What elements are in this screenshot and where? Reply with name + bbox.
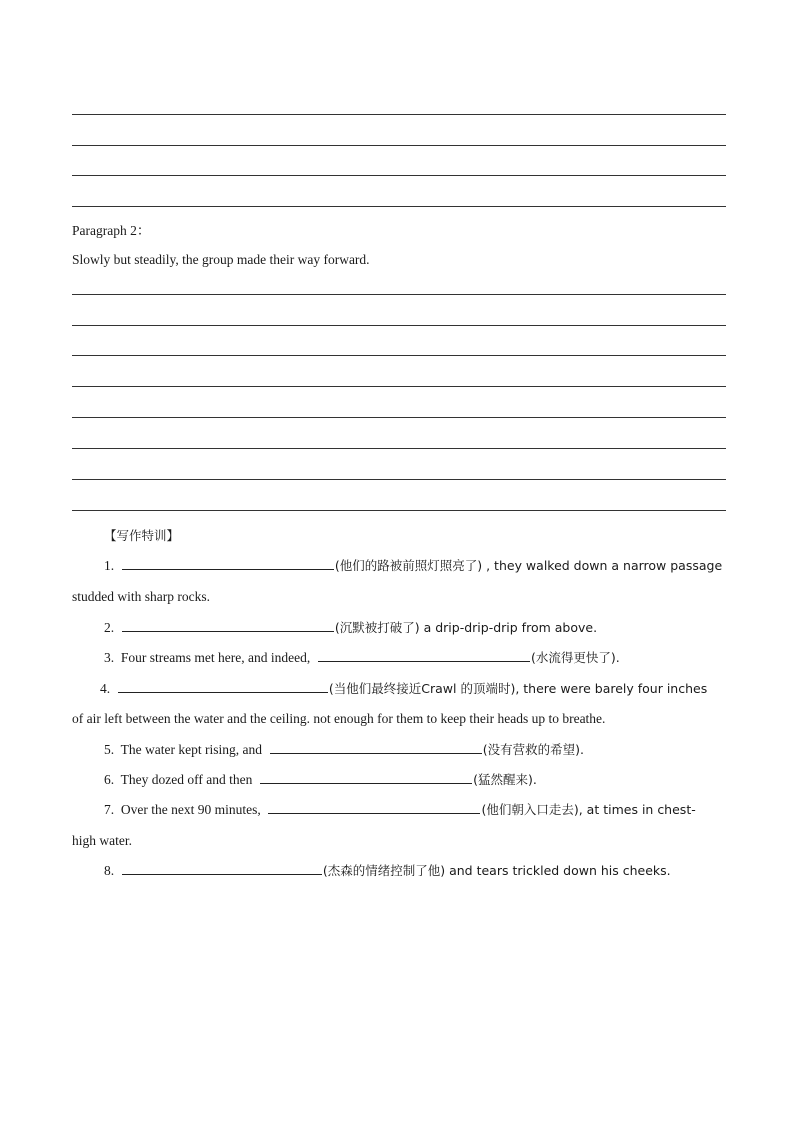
- item-number: 7.: [104, 802, 115, 817]
- writing-line: [72, 206, 726, 207]
- answer-blank[interactable]: [260, 771, 472, 784]
- section-title: 【写作特训】: [104, 528, 180, 543]
- answer-blank[interactable]: [268, 801, 480, 814]
- item-text: (他们的路被前照灯照亮了) , they walked down a narrow passage: [334, 558, 723, 573]
- item-continuation: of air left between the water and the ceiling. not enough for them to keep their heads up to breathe.: [72, 711, 606, 726]
- item-text-before: Four streams met here, and indeed,: [120, 650, 311, 665]
- writing-line: [72, 386, 726, 387]
- item-continuation: high water.: [72, 833, 132, 848]
- item-text: (他们朝入口走去), at times in chest-: [481, 802, 696, 817]
- answer-blank[interactable]: [122, 619, 334, 632]
- exercise-item-1: [104, 557, 722, 574]
- exercise-item-2: [104, 619, 597, 636]
- exercise-item-5: [104, 741, 584, 758]
- item-number: 1.: [104, 558, 115, 573]
- answer-blank[interactable]: [122, 862, 322, 875]
- item-text: (杰森的情绪控制了他) and tears trickled down his cheeks.: [322, 863, 671, 878]
- writing-line: [72, 325, 726, 326]
- item-text-before: They dozed off and then: [120, 772, 253, 787]
- writing-line: [72, 175, 726, 176]
- writing-line: [72, 355, 726, 356]
- writing-line: [72, 145, 726, 146]
- item-text-before: The water kept rising, and: [120, 742, 262, 757]
- item-text: (没有营救的希望).: [482, 742, 584, 757]
- item-number: 6.: [104, 772, 115, 787]
- item-text-before: Over the next 90 minutes,: [120, 802, 261, 817]
- writing-line: [72, 479, 726, 480]
- paragraph-2-label: Paragraph 2：: [72, 223, 151, 238]
- writing-line: [72, 448, 726, 449]
- exercise-item-6: [104, 771, 537, 788]
- item-number: 5.: [104, 742, 115, 757]
- item-number: 4.: [100, 681, 111, 696]
- exercise-item-4: [100, 680, 707, 697]
- item-text: (当他们最终接近Crawl 的顶端时), there were barely four inches: [328, 681, 708, 696]
- answer-blank[interactable]: [318, 649, 530, 662]
- exercise-item-8: [104, 862, 671, 879]
- item-number: 8.: [104, 863, 115, 878]
- writing-line: [72, 510, 726, 511]
- item-text: (沉默被打破了) a drip-drip-drip from above.: [334, 620, 598, 635]
- item-text: (水流得更快了).: [530, 650, 620, 665]
- writing-line: [72, 417, 726, 418]
- exercise-item-3: [104, 649, 620, 666]
- writing-line: [72, 294, 726, 295]
- writing-line: [72, 114, 726, 115]
- answer-blank[interactable]: [118, 680, 328, 693]
- item-text: (猛然醒来).: [473, 772, 537, 787]
- answer-blank[interactable]: [122, 557, 334, 570]
- paragraph-2-opening: Slowly but steadily, the group made their way forward.: [72, 252, 370, 267]
- item-number: 3.: [104, 650, 115, 665]
- answer-blank[interactable]: [270, 741, 482, 754]
- item-number: 2.: [104, 620, 115, 635]
- item-continuation: studded with sharp rocks.: [72, 589, 210, 604]
- exercise-item-7: [104, 801, 696, 818]
